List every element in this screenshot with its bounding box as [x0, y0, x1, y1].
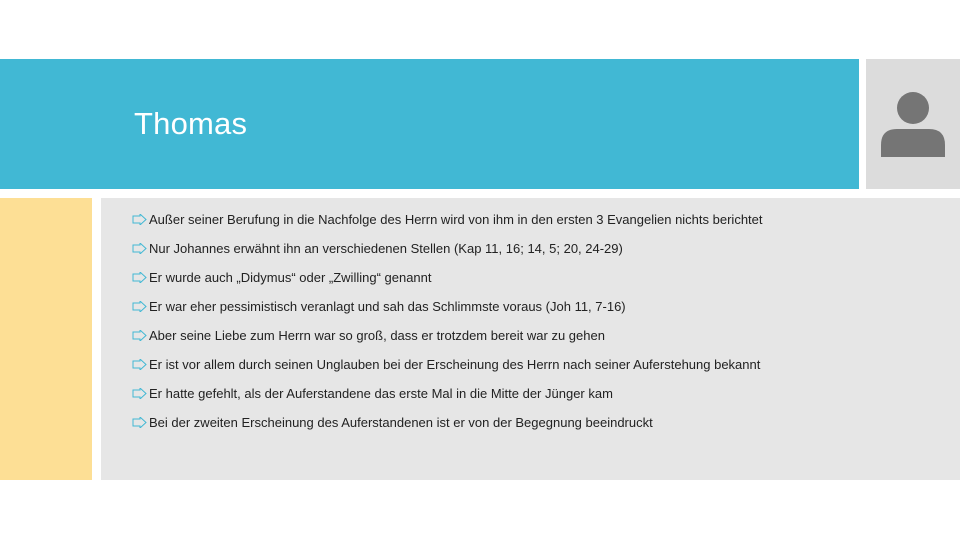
bullet-item: [132, 356, 812, 374]
bullet-text: Bei der zweiten Erscheinung des Auferstandenen ist er von der Begegnung beeindruckt: [149, 415, 653, 430]
bullet-text: Er war eher pessimistisch veranlagt und sah das Schlimmste voraus (Joh 11, 7-16): [149, 299, 626, 314]
arrow-bullet-icon: [132, 330, 147, 341]
bullet-text: Aber seine Liebe zum Herrn war so groß, dass er trotzdem bereit war zu gehen: [149, 328, 605, 343]
bullet-item: [132, 385, 812, 403]
title-band: [0, 59, 859, 189]
bullet-item: [132, 240, 812, 258]
bullet-text: Er hatte gefehlt, als der Auferstandene das erste Mal in die Mitte der Jünger kam: [149, 386, 613, 401]
bullet-list: [132, 211, 812, 443]
arrow-bullet-icon: [132, 417, 147, 428]
arrow-bullet-icon: [132, 272, 147, 283]
arrow-bullet-icon: [132, 214, 147, 225]
bullet-text: Außer seiner Berufung in die Nachfolge des Herrn wird von ihm in den ersten 3 Evangelien nichts berichtet: [149, 212, 763, 227]
bullet-item: [132, 269, 812, 287]
bullet-text: Er wurde auch „Didymus“ oder „Zwilling“ genannt: [149, 270, 432, 285]
arrow-bullet-icon: [132, 301, 147, 312]
slide-title: Thomas: [134, 106, 248, 141]
bullet-text: Er ist vor allem durch seinen Unglauben bei der Erscheinung des Herrn nach seiner Auferstehung bekannt: [149, 357, 761, 372]
person-icon: [881, 91, 945, 157]
accent-bar: [0, 198, 92, 480]
bullet-text: Nur Johannes erwähnt ihn an verschiedenen Stellen (Kap 11, 16; 14, 5; 20, 24-29): [149, 241, 623, 256]
arrow-bullet-icon: [132, 359, 147, 370]
arrow-bullet-icon: [132, 243, 147, 254]
bullet-item: [132, 327, 812, 345]
bullet-item: [132, 298, 812, 316]
arrow-bullet-icon: [132, 388, 147, 399]
bullet-item: [132, 211, 812, 229]
avatar-box: [866, 59, 960, 189]
bullet-item: [132, 414, 812, 432]
